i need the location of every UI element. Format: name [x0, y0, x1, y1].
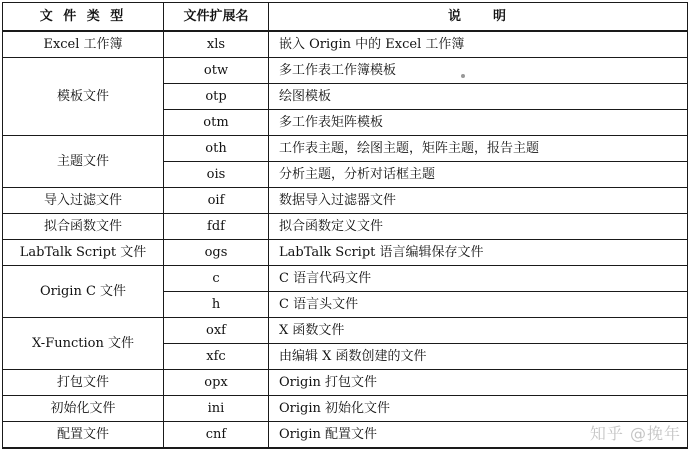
description-cell: 拟合函数定义文件: [269, 214, 688, 240]
extension-cell: ogs: [164, 240, 269, 266]
description-cell: 数据导入过滤器文件: [269, 188, 688, 214]
file-type-cell: 导入过滤文件: [3, 188, 164, 214]
description-cell: Origin 配置文件: [269, 422, 688, 449]
file-type-cell: Excel 工作簿: [3, 31, 164, 58]
file-type-cell: LabTalk Script 文件: [3, 240, 164, 266]
extension-cell: c: [164, 266, 269, 292]
extension-cell: ini: [164, 396, 269, 422]
file-type-table: [2, 2, 688, 449]
description-cell: Origin 打包文件: [269, 370, 688, 396]
file-type-cell: 主题文件: [3, 136, 164, 188]
description-cell: LabTalk Script 语言编辑保存文件: [269, 240, 688, 266]
file-type-cell: X-Function 文件: [3, 318, 164, 370]
description-cell: Origin 初始化文件: [269, 396, 688, 422]
header-row: [3, 3, 688, 32]
header-extension: 文件扩展名: [164, 3, 269, 32]
table-row: [3, 136, 688, 162]
description-cell: 工作表主题，绘图主题，矩阵主题，报告主题: [269, 136, 688, 162]
document-page: [2, 2, 690, 453]
file-type-cell: 模板文件: [3, 58, 164, 136]
table-row: [3, 266, 688, 292]
extension-cell: cnf: [164, 422, 269, 449]
scan-speck: [461, 74, 465, 78]
file-type-cell: 初始化文件: [3, 396, 164, 422]
table-row: [3, 214, 688, 240]
extension-cell: otm: [164, 110, 269, 136]
extension-cell: xfc: [164, 344, 269, 370]
extension-cell: h: [164, 292, 269, 318]
description-cell: 多工作表矩阵模板: [269, 110, 688, 136]
description-cell: C 语言代码文件: [269, 266, 688, 292]
extension-cell: oif: [164, 188, 269, 214]
extension-cell: fdf: [164, 214, 269, 240]
extension-cell: xls: [164, 31, 269, 58]
description-cell: X 函数文件: [269, 318, 688, 344]
extension-cell: otw: [164, 58, 269, 84]
table-body: [3, 31, 688, 448]
extension-cell: oth: [164, 136, 269, 162]
header-description: 说 明: [269, 3, 688, 32]
description-cell: 多工作表工作簿模板: [269, 58, 688, 84]
watermark: 知乎 @挽年: [589, 424, 681, 443]
file-type-cell: Origin C 文件: [3, 266, 164, 318]
extension-cell: ois: [164, 162, 269, 188]
description-cell: C 语言头文件: [269, 292, 688, 318]
table-row: [3, 422, 688, 449]
header-file-type: [3, 3, 164, 32]
extension-cell: otp: [164, 84, 269, 110]
table-row: [3, 396, 688, 422]
description-cell: 绘图模板: [269, 84, 688, 110]
description-cell: 分析主题，分析对话框主题: [269, 162, 688, 188]
table-row: [3, 188, 688, 214]
file-type-cell: 打包文件: [3, 370, 164, 396]
extension-cell: opx: [164, 370, 269, 396]
extension-cell: oxf: [164, 318, 269, 344]
file-type-cell: 配置文件: [3, 422, 164, 449]
table-row: [3, 240, 688, 266]
table-row: [3, 58, 688, 84]
header-file-type-label: 文 件 类 型: [39, 8, 127, 24]
description-cell: 由编辑 X 函数创建的文件: [269, 344, 688, 370]
table-row: [3, 370, 688, 396]
table-row: [3, 318, 688, 344]
table-row: [3, 31, 688, 58]
file-type-cell: 拟合函数文件: [3, 214, 164, 240]
description-cell: 嵌入 Origin 中的 Excel 工作簿: [269, 31, 688, 58]
